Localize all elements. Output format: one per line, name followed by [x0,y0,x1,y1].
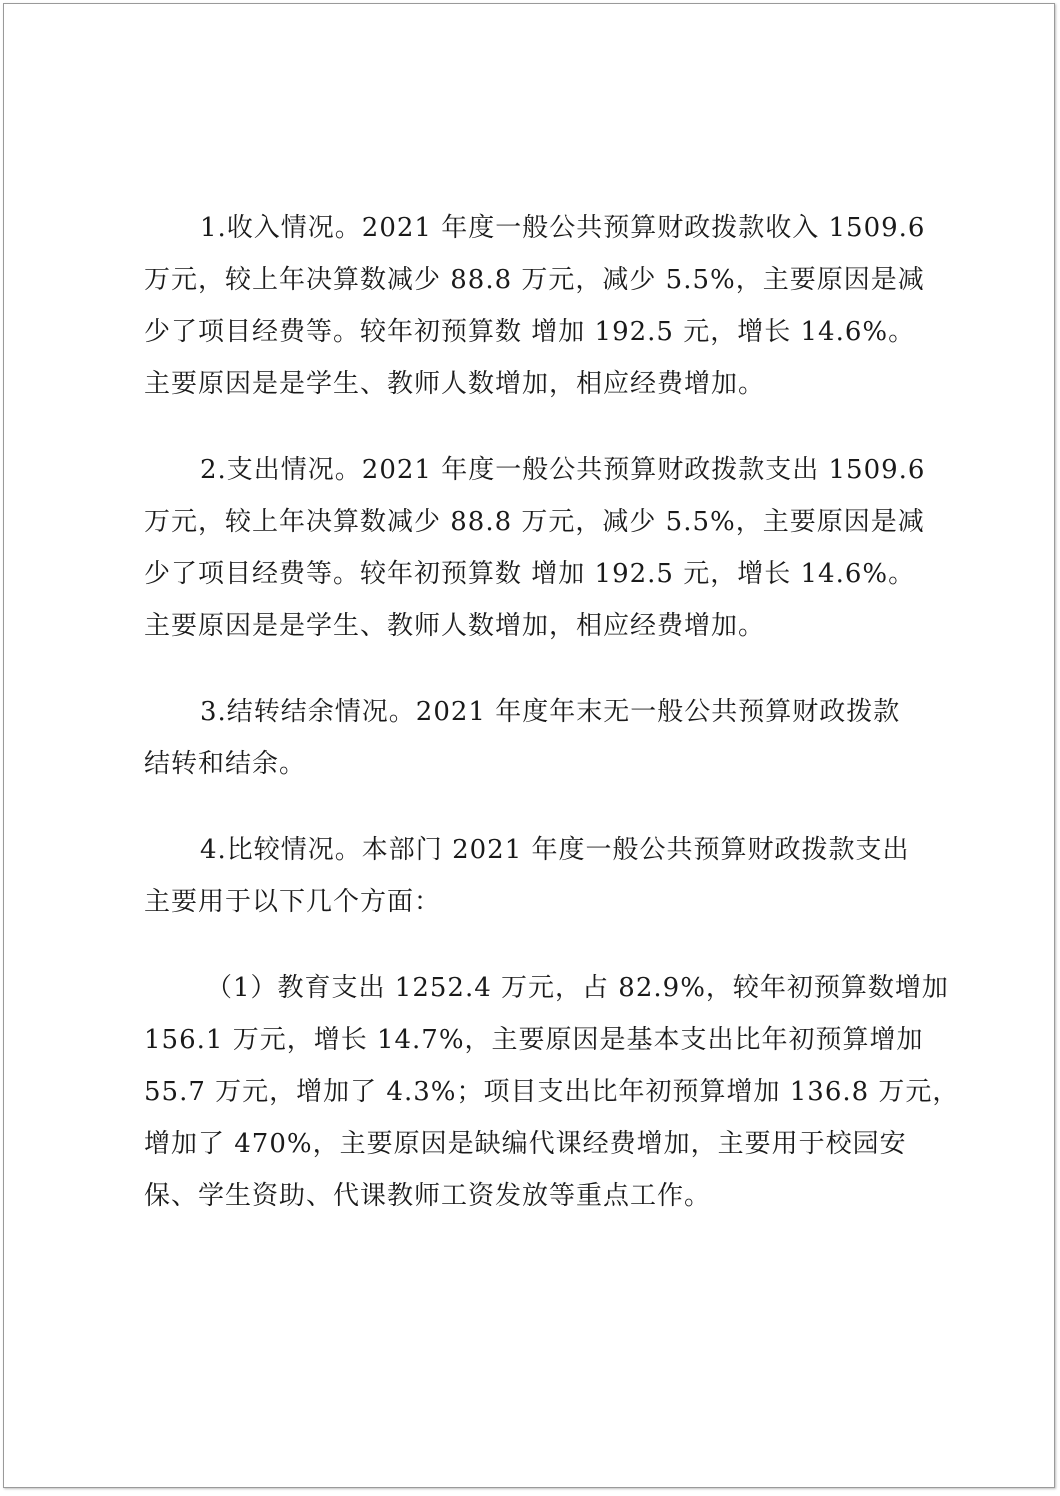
text-line: 少了项目经费等。较年初预算数 增加 192.5 元，增长 14.6%。 [144,559,916,589]
paragraph-income [144,202,924,410]
text-line: 2.支出情况。2021 年度一般公共预算财政拨款支出 1509.6 [200,455,926,485]
text-line: 主要原因是是学生、教师人数增加，相应经费增加。 [144,369,766,399]
paragraph-expenditure [144,444,924,652]
paragraph-carryover [144,686,924,790]
text-line: 万元，较上年决算数减少 88.8 万元，减少 5.5%，主要原因是减 [144,507,925,537]
paragraph-comparison [144,824,924,928]
text-line: 156.1 万元，增长 14.7%，主要原因是基本支出比年初预算增加 [144,1025,924,1055]
document-body [144,202,960,1256]
text-line: 3.结转结余情况。2021 年度年末无一般公共预算财政拨款 [200,697,901,727]
text-line: 结转和结余。 [144,749,307,779]
text-line: 少了项目经费等。较年初预算数 增加 192.5 元，增长 14.6%。 [144,317,916,347]
text-line: 4.比较情况。本部门 2021 年度一般公共预算财政拨款支出 [200,835,910,865]
text-line: （1）教育支出 1252.4 万元，占 82.9%，较年初预算数增加 [206,973,949,1003]
text-line: 主要原因是是学生、教师人数增加，相应经费增加。 [144,611,766,641]
text-line: 55.7 万元，增加了 4.3%；项目支出比年初预算增加 136.8 万元， [144,1077,960,1107]
text-line: 万元，较上年决算数减少 88.8 万元，减少 5.5%，主要原因是减 [144,265,925,295]
paragraph-education-spending [144,962,960,1222]
text-line: 主要用于以下几个方面： [144,887,442,917]
text-line: 保、学生资助、代课教师工资发放等重点工作。 [144,1181,712,1211]
text-line: 增加了 470%，主要原因是缺编代课经费增加，主要用于校园安 [144,1129,907,1159]
document-page [3,3,1055,1488]
text-line: 1.收入情况。2021 年度一般公共预算财政拨款收入 1509.6 [200,213,926,243]
